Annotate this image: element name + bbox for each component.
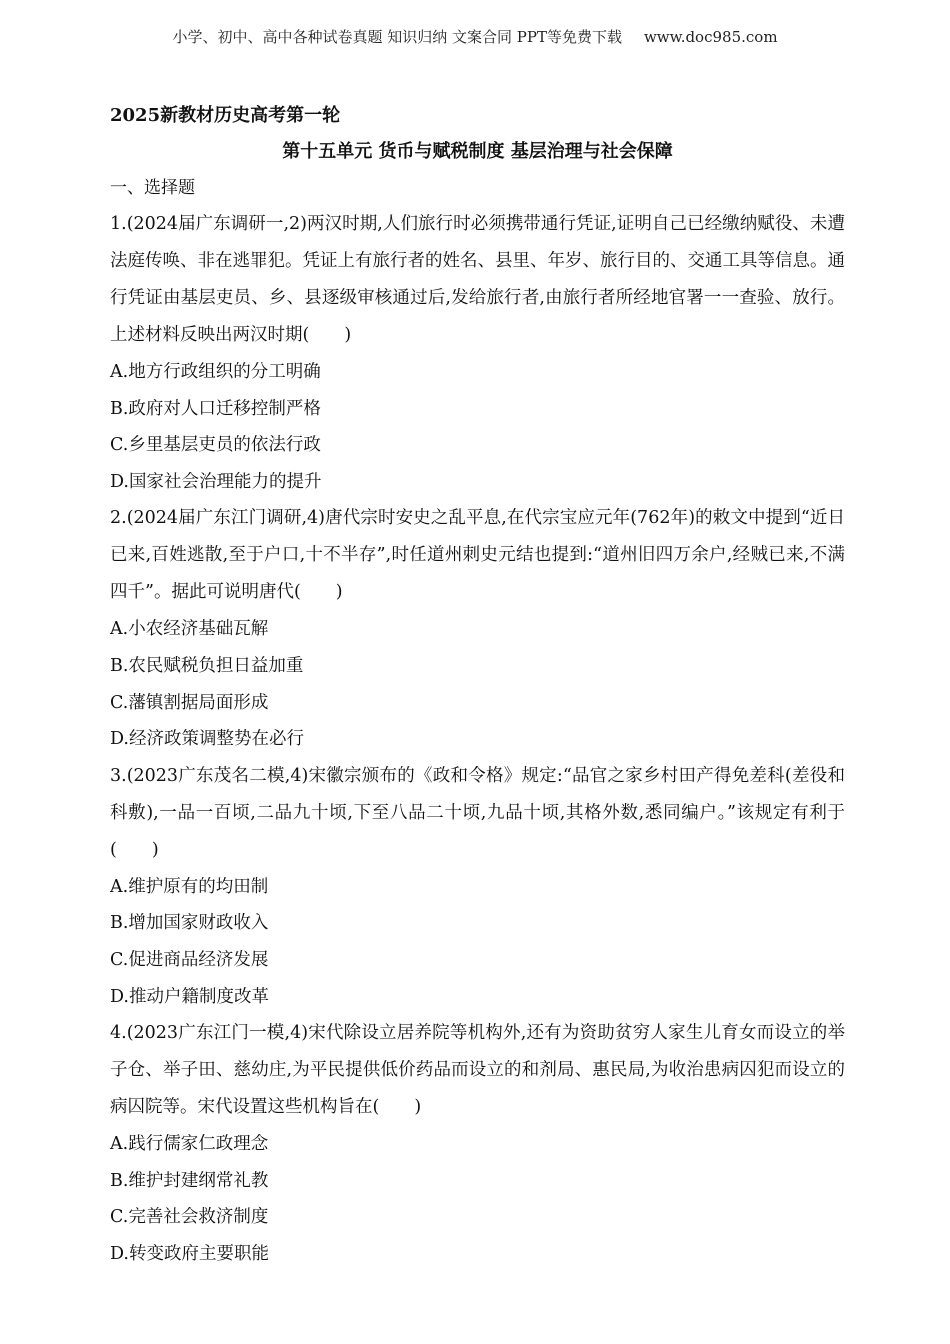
document-body — [110, 98, 845, 1273]
header-text: 小学、初中、高中各种试卷真题 知识归纳 文案合同 PPT等免费下载 — [172, 28, 622, 46]
option-c: C.促进商品经济发展 — [110, 949, 269, 970]
option-d: D.推动户籍制度改革 — [110, 986, 269, 1007]
question-1 — [110, 206, 845, 500]
option-a: A.践行儒家仁政理念 — [110, 1134, 269, 1155]
question-3 — [110, 758, 845, 1015]
option-a: A.维护原有的均田制 — [110, 876, 269, 897]
question-stem: 1.(2024届广东调研一,2)两汉时期,人们旅行时必须携带通行凭证,证明自己已经缴纳赋役、未遭法庭传唤、非在逃罪犯。凭证上有旅行者的姓名、县里、年岁、旅行目的、交通工具等信息。通行凭证由基层吏员、乡、县逐级审核通过后,发给旅行者,由旅行者所经地官署一一查验、放行。上述材料反映出两汉时期( ) — [110, 214, 845, 345]
question-2 — [110, 500, 845, 757]
page-header — [0, 26, 950, 47]
question-stem: 4.(2023广东江门一模,4)宋代除设立居养院等机构外,还有为资助贫穷人家生儿育女而设立的举子仓、举子田、慈幼庄,为平民提供低价药品而设立的和剂局、惠民局,为收治患病囚犯而设立的病囚院等。宋代设置这些机构旨在( ) — [110, 1023, 845, 1118]
option-b: B.农民赋税负担日益加重 — [110, 655, 304, 676]
option-b: B.政府对人口迁移控制严格 — [110, 398, 321, 419]
question-4 — [110, 1015, 845, 1272]
option-a: A.地方行政组织的分工明确 — [110, 362, 321, 382]
question-stem: 3.(2023广东茂名二模,4)宋徽宗颁布的《政和令格》规定:“品官之家乡村田产得免差科(差役和科敷),一品一百顷,二品九十顷,下至八品二十顷,九品十顷,其格外数,悉同编户。”该规定有利于( ) — [110, 765, 845, 860]
option-c: C.乡里基层吏员的依法行政 — [110, 435, 321, 456]
unit-title: 第十五单元 货币与赋税制度 基层治理与社会保障 — [282, 141, 673, 162]
option-a: A.小农经济基础瓦解 — [110, 619, 269, 640]
option-c: C.完善社会救济制度 — [110, 1207, 269, 1228]
section-heading: 一、选择题 — [110, 178, 195, 198]
option-d: D.转变政府主要职能 — [110, 1243, 269, 1264]
doc-title: 2025新教材历史高考第一轮 — [110, 105, 341, 126]
option-d: D.国家社会治理能力的提升 — [110, 471, 322, 492]
option-b: B.增加国家财政收入 — [110, 913, 269, 934]
option-d: D.经济政策调整势在必行 — [110, 729, 304, 750]
header-site: www.doc985.com — [643, 28, 778, 46]
question-stem: 2.(2024届广东江门调研,4)唐代宗时安史之乱平息,在代宗宝应元年(762年)的敕文中提到“近日已来,百姓逃散,至于户口,十不半存”,时任道州刺史元结也提到:“道州旧四万余户,经贼已来,不满四千”。据此可说明唐代( ) — [110, 508, 845, 603]
option-b: B.维护封建纲常礼教 — [110, 1170, 269, 1191]
option-c: C.藩镇割据局面形成 — [110, 692, 269, 713]
